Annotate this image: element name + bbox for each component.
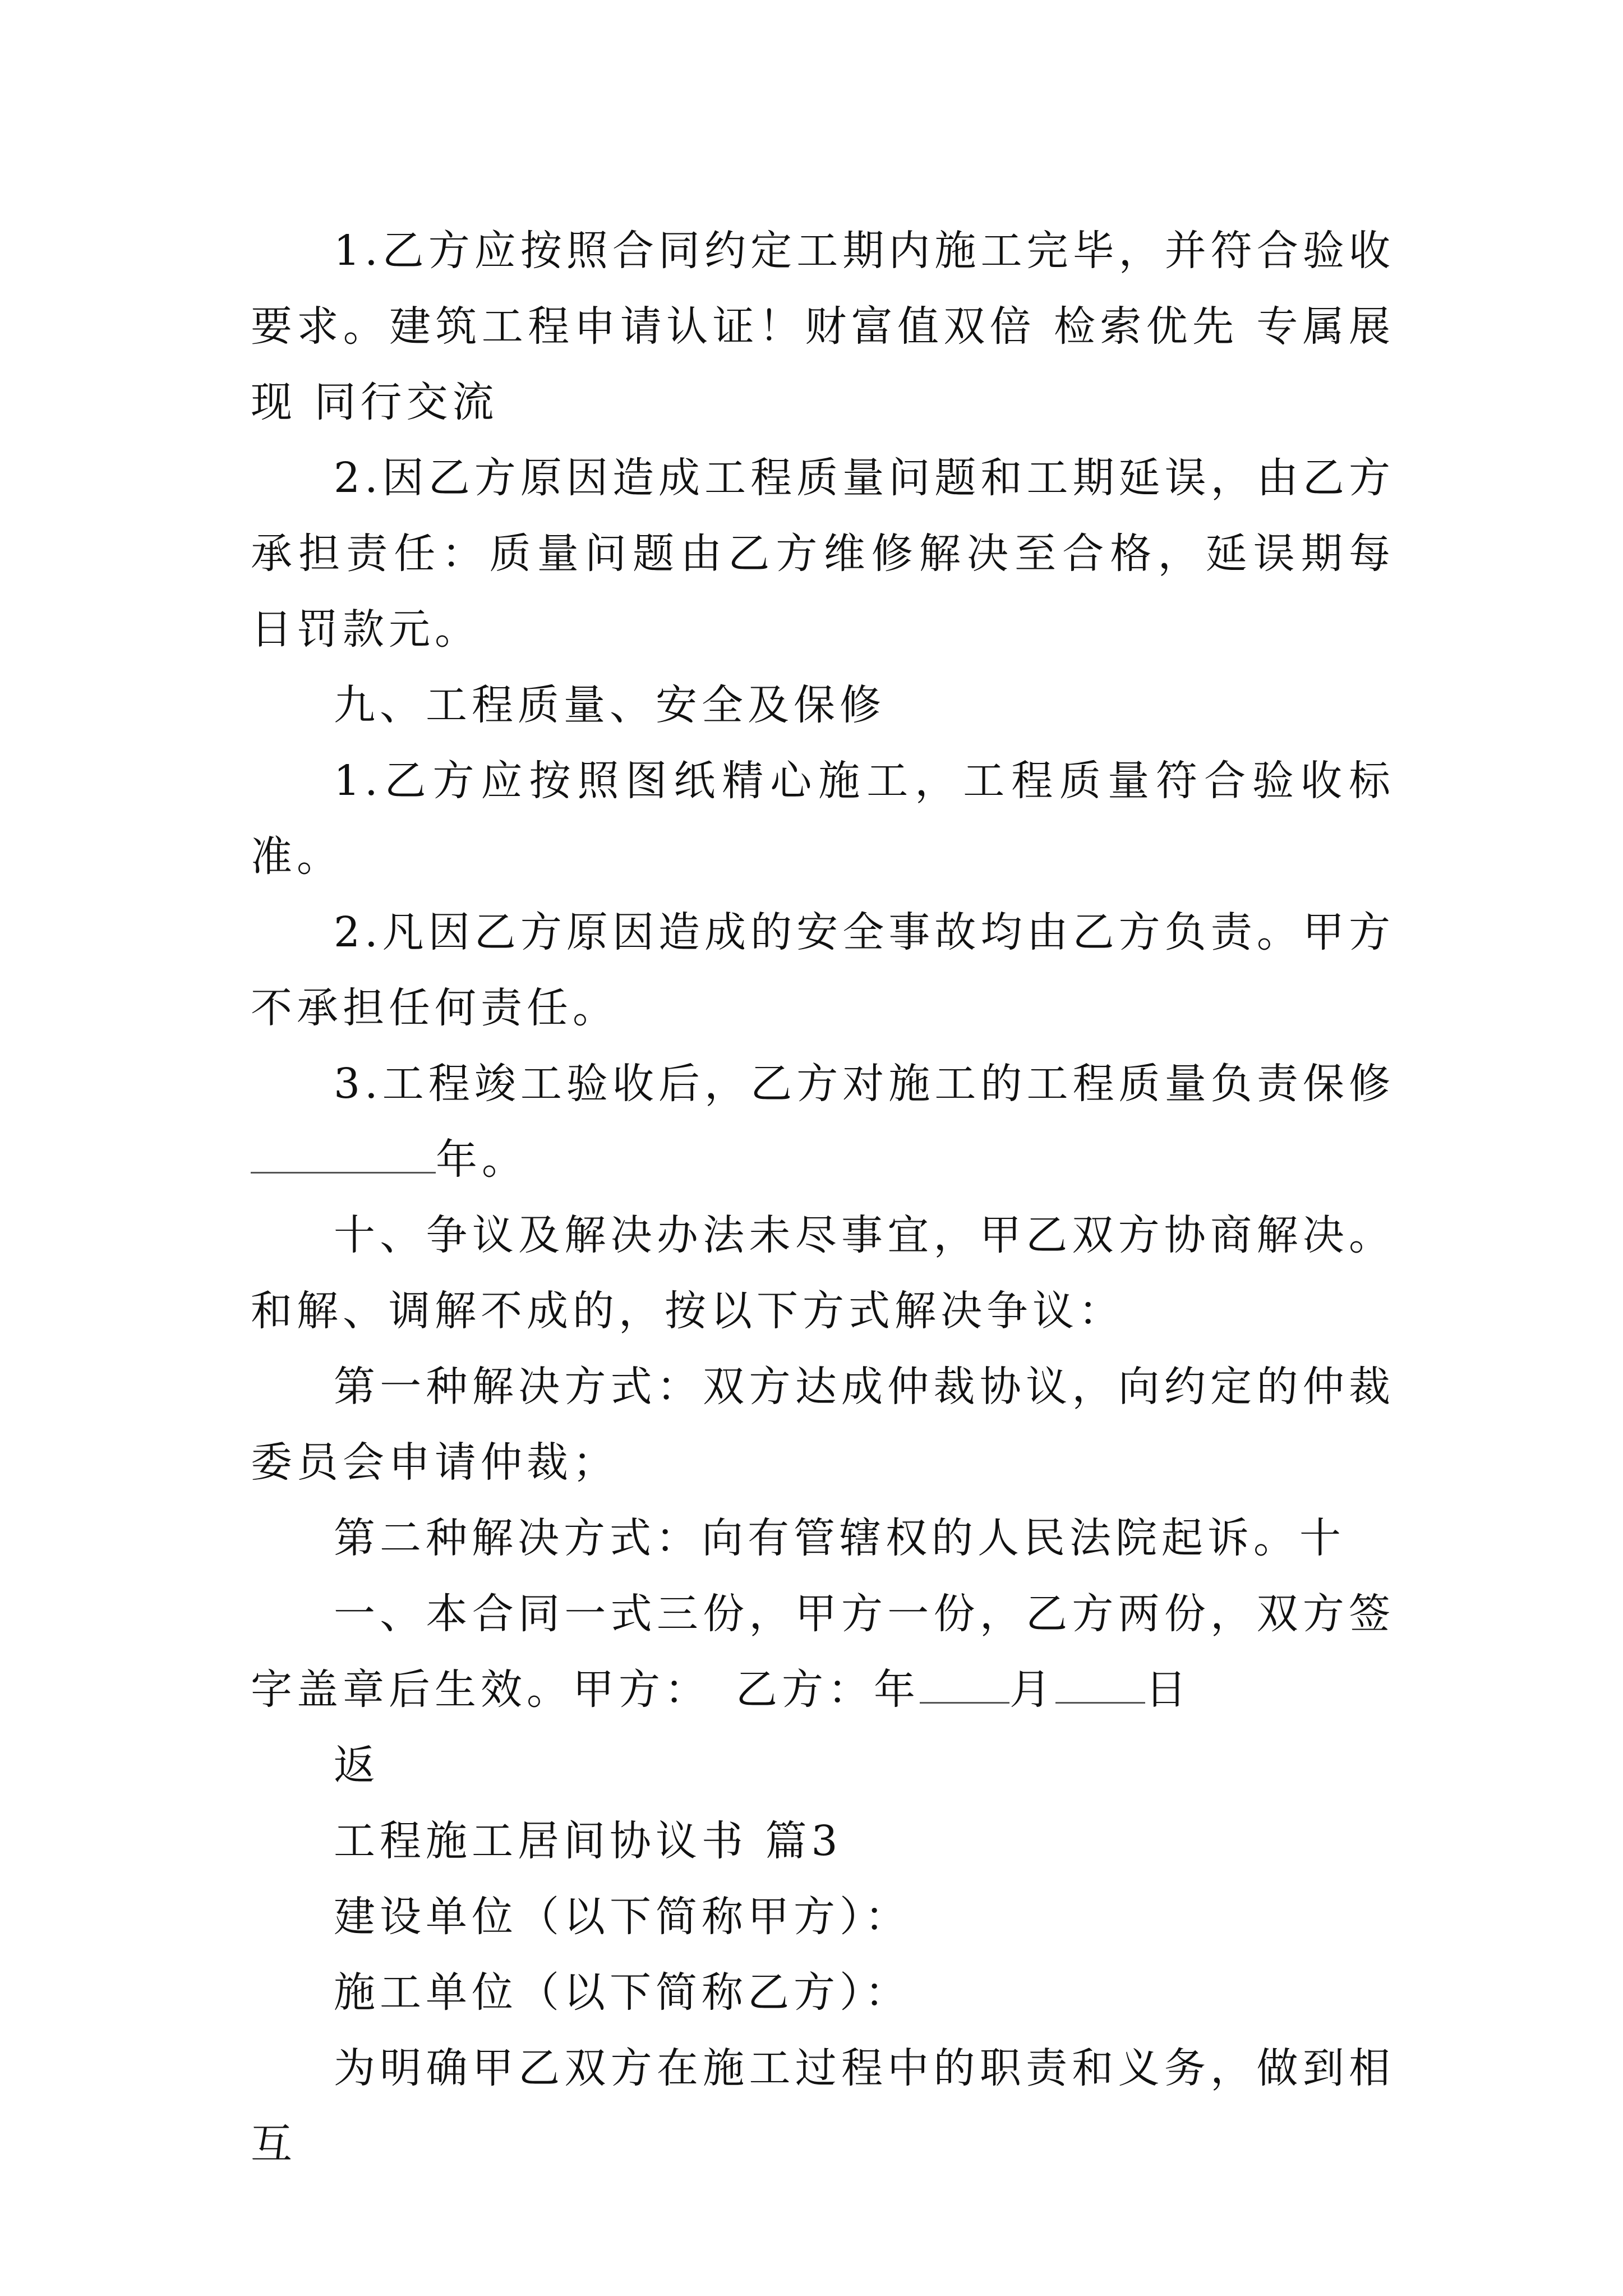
article-title: 工程施工居间协议书 篇3 [334, 1817, 842, 1865]
day-blank [1055, 1668, 1145, 1704]
paragraph-completion-requirement: 1.乙方应按照合同约定工期内施工完毕，并符合验收要求。建筑工程申请认证！财富值双倍 检索优先 专属展现 同行交流 [251, 227, 1395, 426]
signature-text: 一、本合同一式三份，甲方一份，乙方两份，双方签字盖章后生效。甲方： 乙方：年 [251, 1590, 1395, 1714]
party-a-line: 建设单位（以下简称甲方）： [334, 1893, 911, 1941]
document-body [251, 213, 1395, 2182]
warranty-years-blank [251, 1138, 436, 1174]
paragraph-delay-liability: 2.因乙方原因造成工程质量问题和工期延误，由乙方承担责任：质量问题由乙方维修解决至合格，延误期每日罚款元。 [251, 454, 1395, 654]
return-link[interactable]: 返 [334, 1741, 380, 1789]
paragraph-quality-standard: 1.乙方应按照图纸精心施工，工程质量符合验收标准。 [251, 757, 1395, 881]
month-label: 月 [1009, 1665, 1055, 1714]
section-heading-quality-safety: 九、工程质量、安全及保修 [334, 681, 886, 729]
paragraph-arbitration: 第一种解决方式：双方达成仲裁协议，向约定的仲裁委员会申请仲裁； [251, 1363, 1395, 1487]
paragraph-warranty [251, 1046, 1395, 1198]
paragraph-signature [251, 1576, 1395, 1728]
section-heading-dispute: 十、争议及解决办法未尽事宜，甲乙双方协商解决。和解、调解不成的，按以下方式解决争议： [251, 1211, 1395, 1335]
paragraph-purpose: 为明确甲乙双方在施工过程中的职责和义务，做到相互 [251, 2044, 1395, 2168]
paragraph-litigation: 第二种解决方式：向有管辖权的人民法院起诉。十 [334, 1514, 1345, 1562]
warranty-text: 3.工程竣工验收后，乙方对施工的工程质量负责保修 [334, 1060, 1395, 1108]
warranty-suffix: 年。 [436, 1135, 528, 1184]
month-blank [920, 1668, 1009, 1704]
paragraph-safety-accident: 2.凡因乙方原因造成的安全事故均由乙方负责。甲方不承担任何责任。 [251, 908, 1395, 1032]
day-label: 日 [1145, 1665, 1191, 1714]
party-b-line: 施工单位（以下简称乙方）： [334, 1968, 911, 2017]
